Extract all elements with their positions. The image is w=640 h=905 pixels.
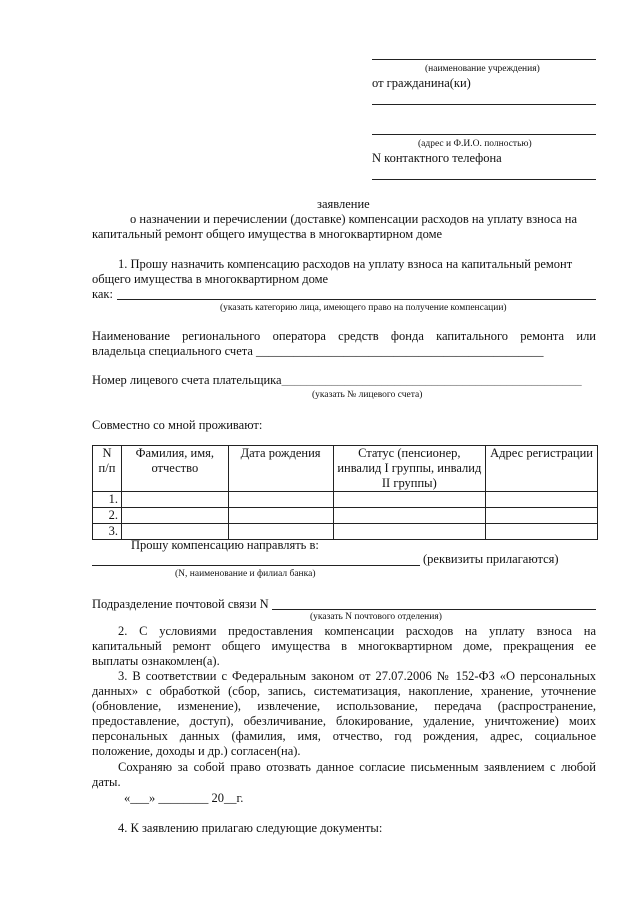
address-cell[interactable] [486,492,598,508]
post-caption: (указать N почтового отделения) [310,612,442,622]
category-line[interactable] [117,299,596,300]
cohabitants-label: Совместно со мной проживают: [92,418,263,432]
post-label: Подразделение почтовой связи N [92,597,269,611]
title-line-2: капитальный ремонт общего имущества в многоквартирном доме [92,227,443,241]
section3-line-3: (обновление, изменение), извлечение, использование, передача (распространение, [92,699,596,713]
header-name: Фамилия, имя, отчество [121,446,228,492]
header-status: Статус (пенсионер, инвалид I группы, инвалид II группы) [333,446,486,492]
payment-label: Прошу компенсацию направлять в: [131,538,319,552]
bank-line[interactable] [92,565,420,566]
header-num: N п/п [93,446,122,492]
status-cell[interactable] [333,508,486,524]
account-caption: (указать № лицевого счета) [312,390,423,400]
phone-label: N контактного телефона [372,151,502,165]
section2-line-1: 2. С условиями предоставления компенсации расходов на уплату взноса на [118,624,596,638]
section2-line-3: выплаты ознакомлен(а). [92,654,220,668]
account-label: Номер лицевого счета плательщика [92,373,282,387]
revoke-line-1: Сохраняю за собой право отозвать данное согласие письменным заявлением с любой [118,760,596,774]
from-label: от гражданина(ки) [372,76,471,90]
operator-label: владельца специального счета [92,344,253,358]
row-number: 1. [93,492,122,508]
account-field[interactable]: ________________________________________________ [281,373,582,387]
row-number: 3. [93,524,122,540]
institution-line[interactable] [372,59,596,60]
name-cell[interactable] [121,508,228,524]
header-birth: Дата рождения [228,446,333,492]
section1-line-2: общего имущества в многоквартирном доме [92,272,329,286]
section1-line-1: 1. Прошу назначить компенсацию расходов на уплату взноса на капитальный ремонт [118,257,573,271]
status-cell[interactable] [333,524,486,540]
address-cell[interactable] [486,524,598,540]
kak-label: как: [92,287,113,301]
post-line[interactable] [272,609,596,610]
institution-caption: (наименование учреждения) [425,64,540,74]
section3-line-4: предоставление, доступ), обезличивание, блокирование, удаление, уничтожение) моих [92,714,596,728]
header-address: Адрес регистрации [486,446,598,492]
table-row [93,492,598,508]
section2-line-2: капитальный ремонт общего имущества в многоквартирном доме, прекращения ее [92,639,596,653]
row-number: 2. [93,508,122,524]
address-caption: (адрес и Ф.И.О. полностью) [418,139,532,149]
phone-line[interactable] [372,179,596,180]
category-caption: (указать категорию лица, имеющего право на получение компенсации) [220,303,507,313]
operator-field[interactable]: ______________________________________________ [256,344,544,358]
bank-caption: (N, наименование и филиал банка) [175,569,316,579]
section4-line: 4. К заявлению прилагаю следующие документы: [118,821,383,835]
section3-line-1: 3. В соответствии с Федеральным законом от 27.07.2006 № 152-ФЗ «О персональных [118,669,596,683]
account-row [92,373,582,388]
birth-cell[interactable] [228,508,333,524]
title-line-1: о назначении и перечислении (доставке) компенсации расходов на уплату взноса на [130,212,578,226]
citizen-line-2[interactable] [372,134,596,135]
citizen-line-1[interactable] [372,104,596,105]
name-cell[interactable] [121,492,228,508]
section3-line-6: положение, доходы и др.) согласен(на). [92,744,301,758]
address-cell[interactable] [486,508,598,524]
section3-line-5: персональных данных (фамилия, имя, отчество, год рождения, адрес, социальное [92,729,596,743]
operator-line-2 [92,344,544,359]
document-title: заявление [317,197,370,211]
operator-line-1: Наименование регионального оператора средств фонда капитального ремонта или [92,329,596,343]
section3-line-2: данных» с обработкой (сбор, запись, систематизация, накопление, хранение, уточнение [92,684,596,698]
table-row [93,508,598,524]
status-cell[interactable] [333,492,486,508]
cohabitants-table [92,445,598,540]
requisites-note: (реквизиты прилагаются) [423,552,559,566]
date-field[interactable]: «___» ________ 20__г. [124,791,244,805]
revoke-line-2: даты. [92,775,121,789]
birth-cell[interactable] [228,492,333,508]
